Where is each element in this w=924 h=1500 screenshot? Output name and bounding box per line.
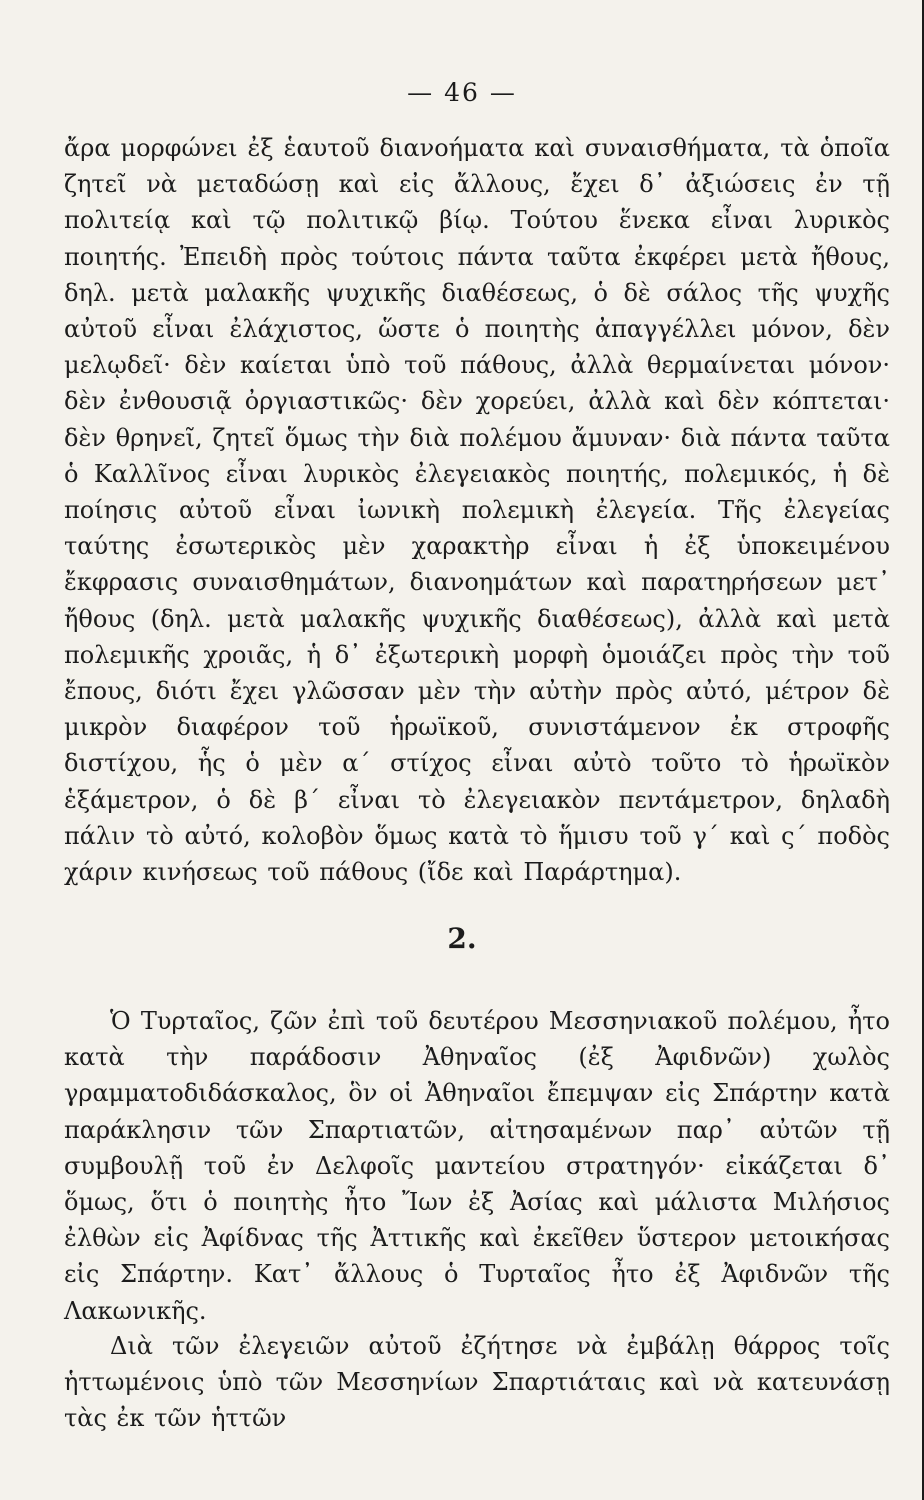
section-number: 2.: [447, 922, 477, 955]
paragraph-tyrtaios: Ὁ Τυρταῖος, ζῶν ἐπὶ τοῦ δευτέρου Μεσσηνιακοῦ πολέμου, ἦτο κατὰ τὴν παράδοσιν Ἀθηναῖος (ἐξ Ἀφιδνῶν) χωλὸς γραμματοδιδάσκαλος, ὃν οἱ Ἀθηναῖοι ἔπεμψαν εἰς Σπάρτην κατὰ παράκλησιν τῶν Σπαρτιατῶν, αἰτησαμένων παρ᾽ αὐτῶν τῇ συμβουλῇ τοῦ ἐν Δελφοῖς μαντείου στρατηγόν· εἰκάζεται δ᾽ ὅμως, ὅτι ὁ ποιητὴς ἦτο Ἴων ἐξ Ἀσίας καὶ μάλιστα Μιλήσιος ἐλθὼν εἰς Ἀφίδνας τῆς Ἀττικῆς καὶ ἐκεῖθεν ὕστερον μετοικήσας εἰς Σπάρτην. Κατ᾽ ἄλλους ὁ Τυρταῖος ἦτο ἐξ Ἀφιδνῶν τῆς Λακωνικῆς.: [64, 1007, 890, 1325]
paragraph-elegies: Διὰ τῶν ἐλεγειῶν αὐτοῦ ἐζήτησε νὰ ἐμβάλῃ θάρρος τοῖς ἡττωμένοις ὑπὸ τῶν Μεσσηνίων Σπαρτιάταις καὶ νὰ κατευνάσῃ τὰς ἐκ τῶν ἡττῶν: [64, 1332, 890, 1433]
paragraph-kallinos: ἄρα μορφώνει ἐξ ἑαυτοῦ διανοήματα καὶ συναισθήματα, τὰ ὁποῖα ζητεῖ νὰ μεταδώσῃ καὶ εἰς ἄλλους, ἔχει δ᾽ ἀξιώσεις ἐν τῇ πολιτείᾳ καὶ τῷ πολιτικῷ βίῳ. Τούτου ἕνεκα εἶναι λυρικὸς ποιητής. Ἐπειδὴ πρὸς τούτοις πάντα ταῦτα ἐκφέρει μετὰ ἤθους, δηλ. μετὰ μαλακῆς ψυχικῆς διαθέσεως, ὁ δὲ σάλος τῆς ψυχῆς αὐτοῦ εἶναι ἐλάχιστος, ὥστε ὁ ποιητὴς ἀπαγγέλλει μόνον, δὲν μελῳδεῖ· δὲν καίεται ὑπὸ τοῦ πάθους, ἀλλὰ θερμαίνεται μόνον· δὲν ἐνθουσιᾷ ὀργιαστικῶς· δὲν χορεύει, ἀλλὰ καὶ δὲν κόπτεται· δὲν θρηνεῖ, ζητεῖ ὅμως τὴν διὰ πολέμου ἄμυναν· διὰ πάντα ταῦτα ὁ Καλλῖνος εἶναι λυρικὸς ἐλεγειακὸς ποιητής, πολεμικός, ἡ δὲ ποίησις αὐτοῦ εἶναι ἰωνικὴ πολεμικὴ ἐλεγεία. Τῆς ἐλεγείας ταύτης ἐσωτερικὸς μὲν χαρακτὴρ εἶναι ἡ ἐξ ὑποκειμένου ἔκφρασις συναισθημάτων, διανοημάτων καὶ παρατηρήσεων μετ᾽ ἤθους (δηλ. μετὰ μαλακῆς ψυχικῆς διαθέσεως), ἀλλὰ καὶ μετὰ πολεμικῆς χροιᾶς, ἡ δ᾽ ἐξωτερικὴ μορφὴ ὁμοιάζει πρὸς τὴν τοῦ ἔπους, διότι ἔχει γλῶσσαν μὲν τὴν αὐτὴν πρὸς αὐτό, μέτρον δὲ μικρὸν διαφέρον τοῦ ἡρωϊκοῦ, συνιστάμενον ἐκ στροφῆς διστίχου, ἧς ὁ μὲν α´ στίχος εἶναι αὐτὸ τοῦτο τὸ ἡρωϊκὸν ἑξάμετρον, ὁ δὲ β´ εἶναι τὸ ἐλεγειακὸν πεντάμετρον, δηλαδὴ πάλιν τὸ αὐτό, κολοβὸν ὅμως κατὰ τὸ ἥμισυ τοῦ γ´ καὶ ς´ ποδὸς χάριν κινήσεως τοῦ πάθους (ἴδε καὶ Παράρτημα).: [64, 134, 890, 887]
page-number: — 46 —: [407, 78, 517, 107]
